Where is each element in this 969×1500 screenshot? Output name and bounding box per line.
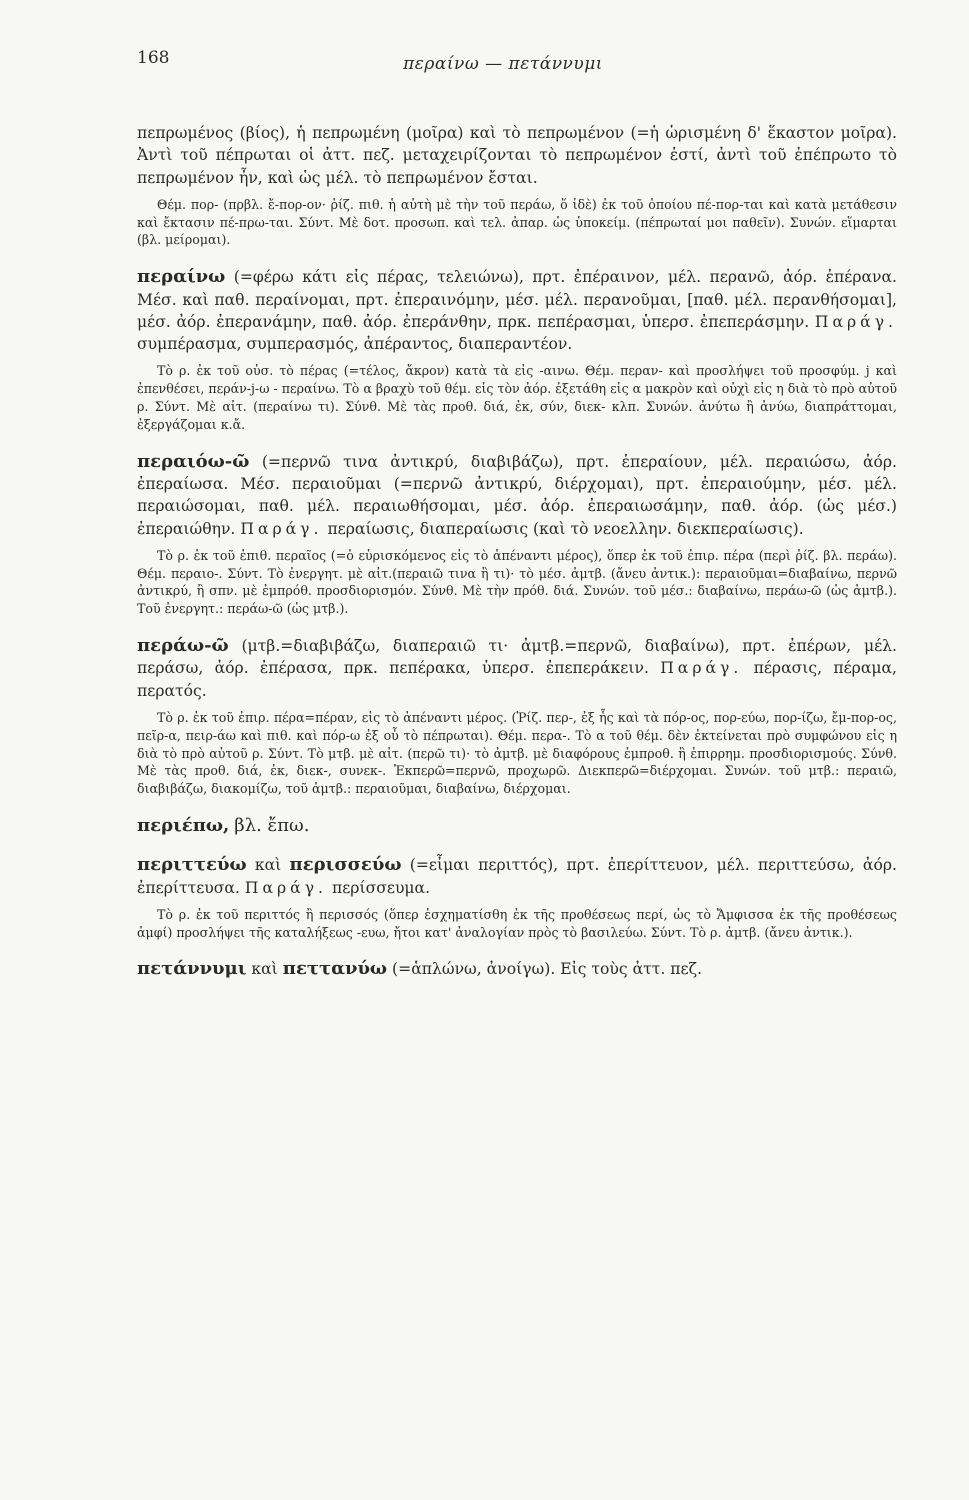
paragoga: πέρασις, πέραμα, περατός.	[137, 659, 897, 700]
etymology-note: Τὸ ρ. ἐκ τοῦ περιττός ἢ περισσός (ὅπερ ἐσχηματίσθη ἐκ τῆς προθέσεως περί, ὡς τὸ Ἄμφισσα ἐκ τῆς προθέσεως ἀμφί) προσλήψει τῆς καταλήξεως -ευω, ἤτοι κατ' ἀναλογίαν πρὸς τὸ βασιλεύω. Σύντ. Τὸ ρ. ἀμτβ. (ἄνευ ἀντικ.).	[137, 906, 897, 940]
entry-body	[137, 815, 897, 837]
headword-joiner: καὶ	[254, 856, 282, 875]
headword: περιττεύω	[137, 854, 247, 876]
entry-peraino	[137, 266, 897, 433]
paragoga-label: Παράγ.	[244, 878, 327, 897]
etymology-note: Τὸ ρ. ἐκ τοῦ ἐπιρ. πέρα=πέραν, εἰς τὸ ἀπέναντι μέρος. (Ῥίζ. περ-, ἐξ ἧς καὶ τὰ πόρ-ος, πορ-εύω, πορ-ίζω, ἔμ-πορ-ος, πεῖρ-α, πειρ-άω καὶ πιθ. καὶ πόρ-ω ἐξ οὗ τὸ πέπρωται). Θέμ. περα-. Τὸ α τοῦ θέμ. δὲν ἐκτείνεται πρὸ συμφώνου εἰς η διὰ τὸ πρὸ αὐτοῦ ρ. Σύντ. Τὸ μτβ. μὲ αἰτ. (περῶ τι)· τὸ ἀμτβ. μὲ διαφόρους ἐμπροθ. ἢ ἐπιρρημ. προσδιορισμούς. Σύνθ. Μὲ τὰς προθ. διά, ἐκ, διεκ-, συνεκ-. Ἐκπερῶ=περνῶ, προχωρῶ. Διεκπερῶ=διέρχομαι. Συνών. τοῦ μτβ.: περαιῶ, διαβιβάζω, διακομίζω, τοῦ ἀμτβ.: περαιοῦμαι, διαβαίνω, διέρχομαι.	[137, 709, 897, 797]
entry-body	[137, 958, 897, 980]
page-body	[137, 122, 897, 981]
paragoga: περίσσευμα.	[331, 878, 431, 897]
definition: (μτβ.=διαβιβάζω, διαπεραιῶ τι· ἀμτβ.=περνῶ, διαβαίνω), πρτ. ἐπέρων, μέλ. περάσω, ἀόρ. ἐπέρασα, πρκ. πεπέρακα, ὑπερσ. ἐπεπεράκειν.	[137, 637, 897, 678]
continuation-note: Θέμ. πορ- (πρβλ. ἔ-πορ-ον· ῥίζ. πιθ. ἡ αὐτὴ μὲ τὴν τοῦ περάω, ὅ ἰδὲ) ἐκ τοῦ ὁποίου πέ-πορ-ται καὶ κατὰ μετάθεσιν καὶ ἔκτασιν πέ-πρω-ται. Σύντ. Μὲ δοτ. προσωπ. καὶ τελ. ἀπαρ. ὡς ὑποκείμ. (πέπρωταί μοι παθεῖν). Συνών. εἵμαρται (βλ. μείρομαι).	[137, 196, 897, 248]
entry-petannymi	[137, 958, 897, 980]
running-title: περαίνω — πετάννυμι	[403, 54, 603, 74]
entry-body	[137, 451, 897, 540]
headword: πετάννυμι	[137, 958, 247, 980]
paragoga-label: Παράγ.	[814, 312, 897, 331]
paragoga-label: Παράγ.	[660, 659, 743, 678]
entry-body	[137, 854, 897, 899]
entry-peritteuo	[137, 854, 897, 941]
definition: (=περνῶ τινα ἀντικρύ, διαβιβάζω), πρτ. ἐπεραίουν, μέλ. περαιώσω, ἀόρ. ἐπεραίωσα. Μέσ. περαιοῦμαι (=περνῶ ἀντικρύ, διέρχομαι), πρτ. ἐπεραιούμην, μέσ. μέλ. περαιώσομαι, παθ. μέλ. περαιωθήσομαι, μέσ. ἀόρ. ἐπεραιωσάμην, παθ. ἀόρ. (ὡς μέσ.) ἐπεραιώθην.	[137, 452, 897, 538]
etymology-note: Τὸ ρ. ἐκ τοῦ ἐπιθ. περαῖος (=ὁ εὑρισκόμενος εἰς τὸ ἀπέναντι μέρος), ὅπερ ἐκ τοῦ ἐπιρ. πέρα (περὶ ῥίζ. βλ. περάω). Θέμ. περαιο-. Σύντ. Τὸ ἐνεργητ. μὲ αἰτ.(περαιῶ τινα ἢ τι)· τὸ μέσ. ἀμτβ. (ἄνευ ἀντικ.): περαιοῦμαι=διαβαίνω, περνῶ ἀντικρύ, ἢ σπν. μὲ ἐμπρόθ. προσδιορισμόν. Σύνθ. Μὲ τὴν πρόθ. διά. Συνών. τοῦ μέσ.: διαβαίνω, περάω-ῶ (ὡς ἀμτβ.). Τοῦ ἐνεργητ.: περάω-ῶ (ὡς μτβ.).	[137, 547, 897, 617]
entry-body	[137, 635, 897, 702]
headword: περάω-ῶ	[137, 635, 229, 657]
cross-reference: βλ. ἔπω.	[234, 814, 310, 836]
entry-peraioo	[137, 451, 897, 618]
definition: (=ἁπλώνω, ἀνοίγω). Εἰς τοὺς ἀττ. πεζ.	[392, 960, 703, 979]
page-header	[137, 48, 869, 78]
headword-variant: περισσεύω	[289, 854, 402, 876]
continuation-text: πεπρωμένος (βίος), ἡ πεπρωμένη (μοῖρα) καὶ τὸ πεπρωμένον (=ἡ ὡρισμένη δ' ἕκαστον μοῖρα). Ἀντὶ τοῦ πέπρωται οἱ ἀττ. πεζ. μεταχειρίζονται τὸ πεπρωμένον ἐστί, ἀντὶ τοῦ ἐπέπρωτο τὸ πεπρωμένον ἦν, καὶ ὡς μέλ. τὸ πεπρωμένον ἔσται.	[137, 124, 897, 187]
entry-periepo	[137, 815, 897, 837]
headword-joiner: καὶ	[251, 960, 278, 979]
definition: (=εἶμαι περιττός), πρτ. ἐπερίττευον, μέλ. περιττεύσω, ἀόρ. ἐπερίττευσα.	[137, 856, 897, 897]
entry-perao	[137, 635, 897, 798]
paragoga-label: Παράγ.	[240, 519, 323, 538]
headword: περαιόω-ῶ	[137, 450, 250, 472]
definition: (=φέρω κάτι εἰς πέρας, τελειώνω), πρτ. ἐπέραινον, μέλ. περανῶ, ἀόρ. ἐπέρανα. Μέσ. καὶ παθ. περαίνομαι, πρτ. ἐπεραινόμην, μέσ. μέλ. περανοῦμαι, [παθ. μέλ. περανθήσομαι], μέσ. ἀόρ. ἐπερανάμην, παθ. ἀόρ. ἐπεράνθην, πρκ. πεπέρασμαι, ὑπερσ. ἐπεπεράσμην.	[137, 268, 897, 331]
headword-variant: πεττανύω	[282, 958, 388, 980]
headword: περαίνω	[137, 266, 226, 288]
headword: περιέπω,	[137, 814, 230, 836]
etymology-note: Τὸ ρ. ἐκ τοῦ οὐσ. τὸ πέρας (=τέλος, ἄκρον) κατὰ τὰ εἰς -αινω. Θέμ. περαν- καὶ προσλήψει τοῦ προσφύμ. j καὶ ἐπενθέσει, περάν-j-ω - περαίνω. Τὸ α βραχὺ τοῦ θέμ. εἰς τὸν ἀόρ. ἐξετάθη εἰς α μακρὸν καὶ οὐχὶ εἰς η διὰ τὸ πρὸ αὐτοῦ ρ. Σύντ. Μὲ αἰτ. (περαίνω τι). Σύνθ. Μὲ τὰς προθ. διά, ἐκ, σύν, διεκ- κλπ. Συνών. ἀνύτω ἢ ἀνύω, διαπράττομαι, ἐξεργάζομαι κ.ἄ.	[137, 363, 897, 432]
page-number: 168	[137, 48, 170, 68]
entry-body	[137, 266, 897, 355]
paragoga: συμπέρασμα, συμπερασμός, ἀπέραντος, διαπεραντέον.	[137, 335, 573, 354]
paragoga: περαίωσις, διαπεραίωσις (καὶ τὸ νεοελλην. διεκπεραίωσις).	[327, 519, 804, 538]
